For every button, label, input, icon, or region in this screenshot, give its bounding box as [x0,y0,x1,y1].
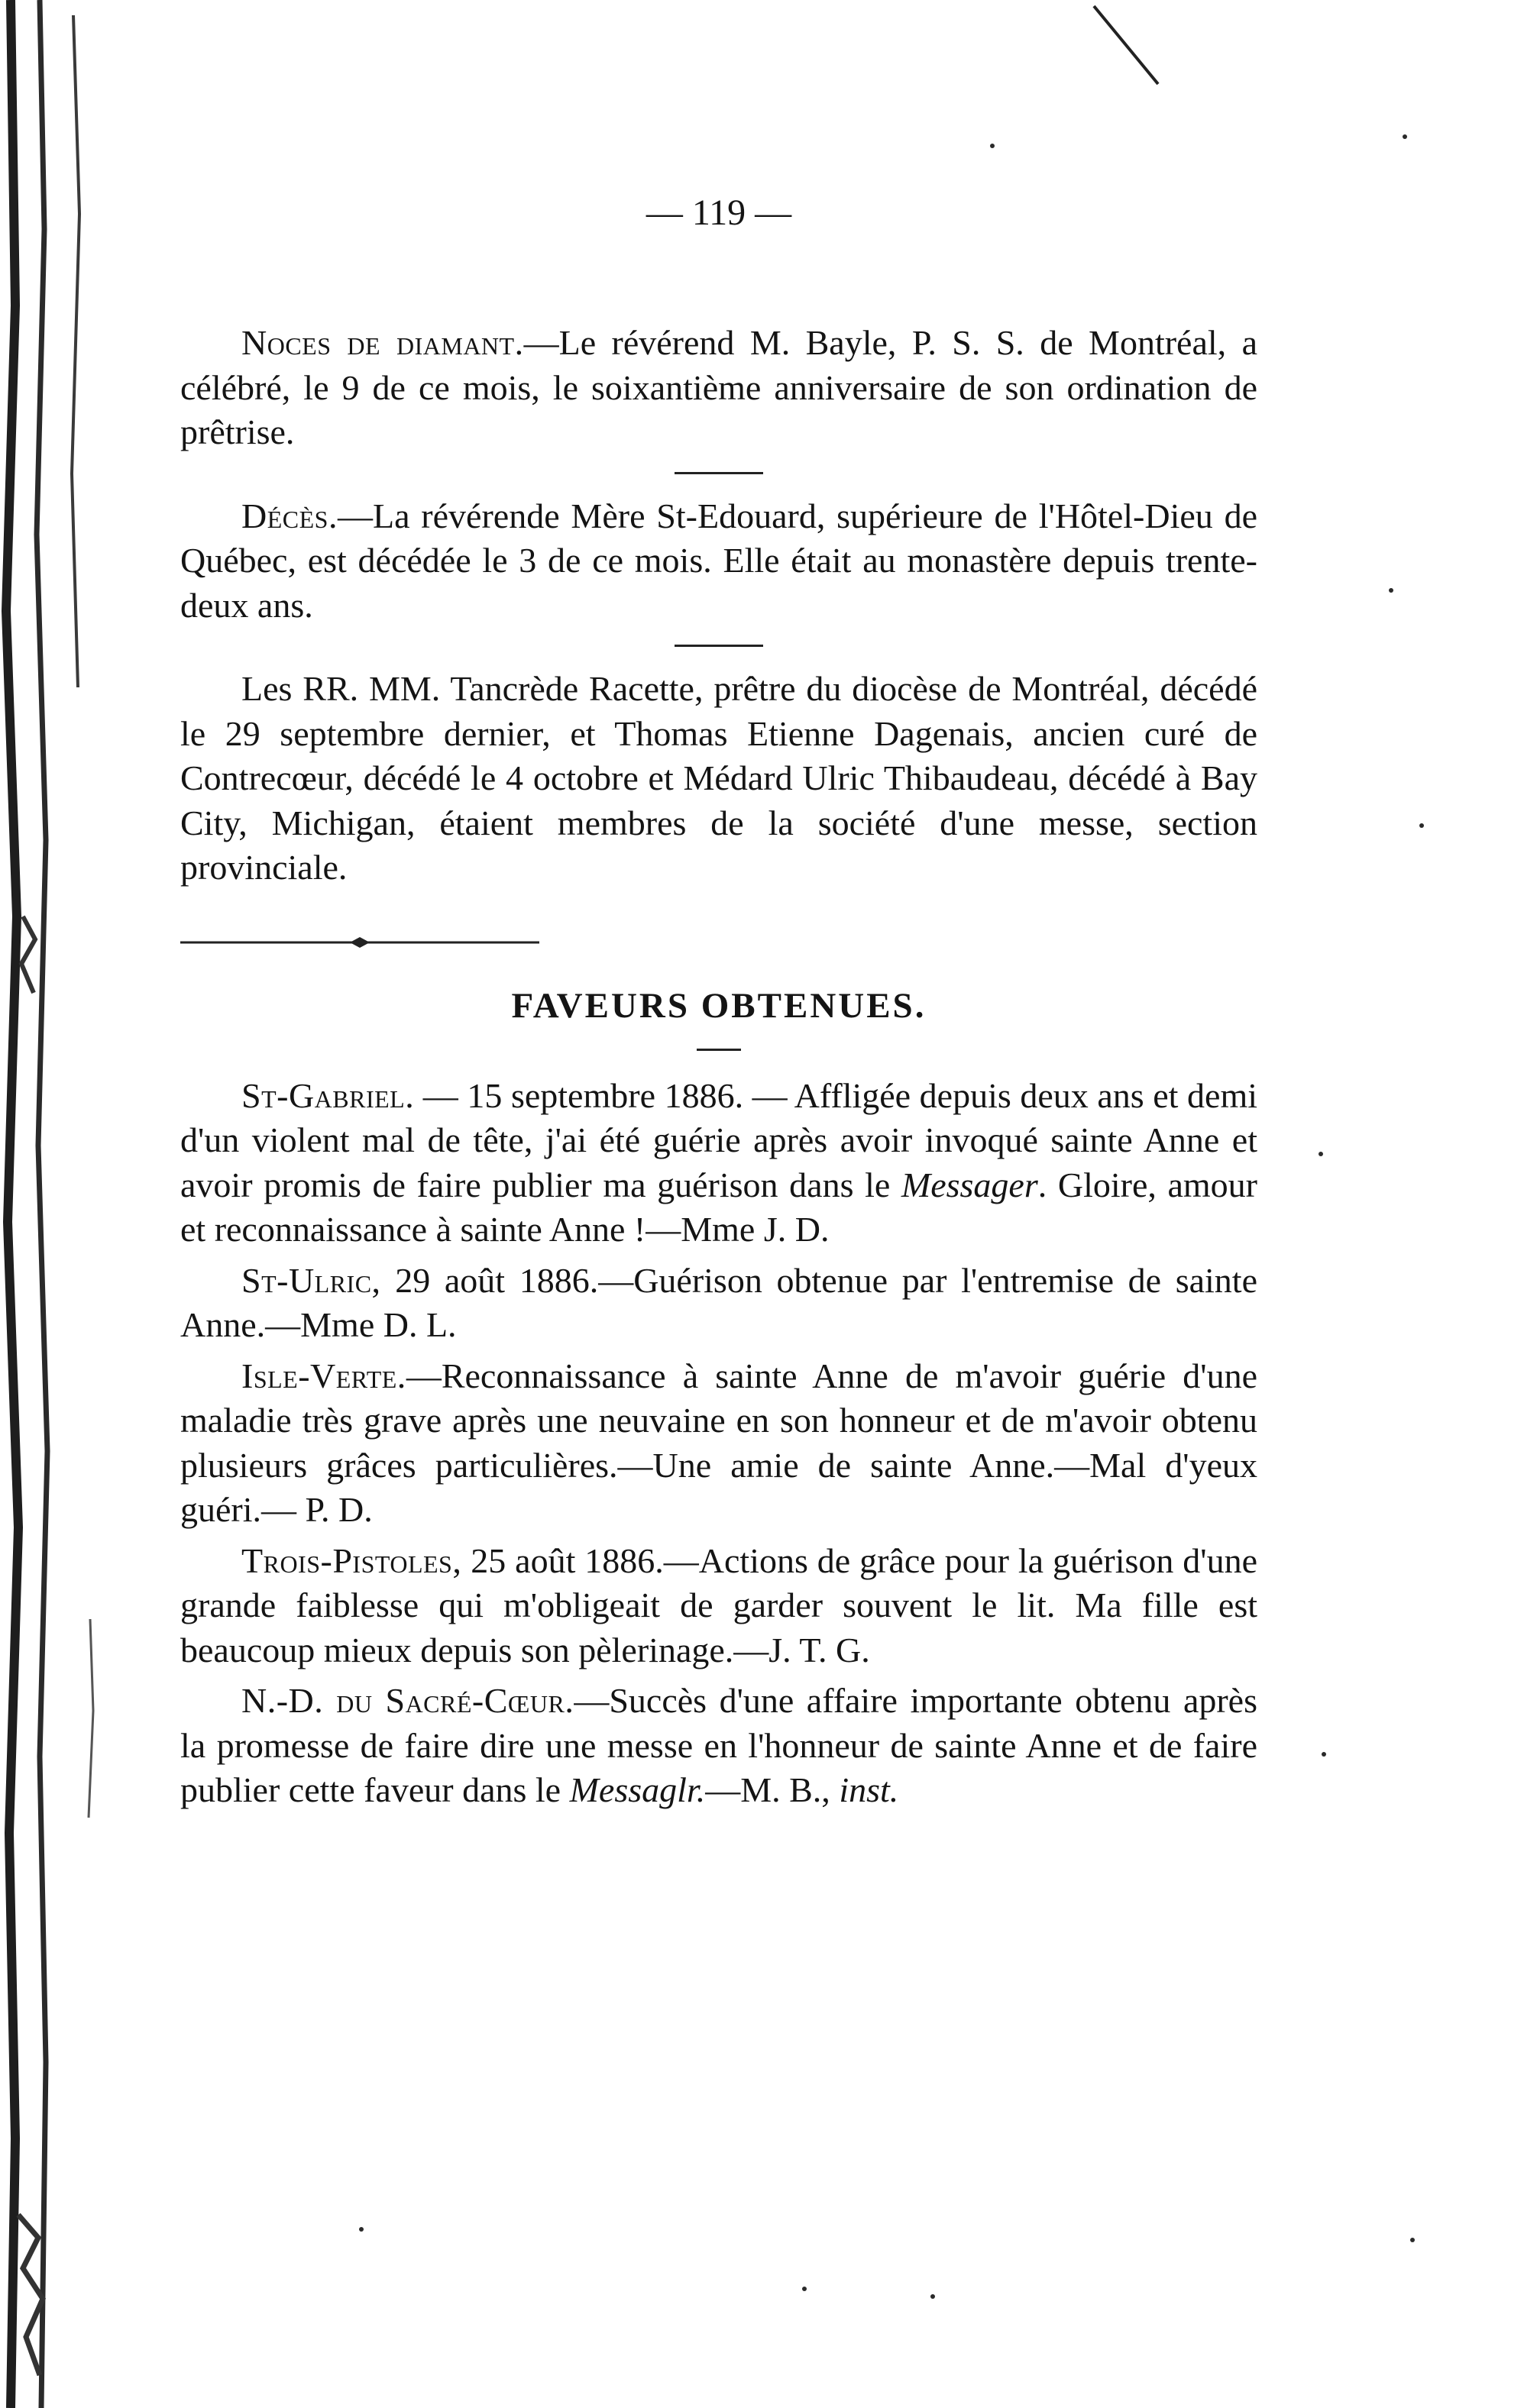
notice-text: —La révérende Mère St-Edouard, supérieure de l'Hôtel-Dieu de Québec, est décédée le 3 de ce mois. Elle était au monastère depuis trente-deux ans. [180,496,1257,625]
binding-edge [0,0,107,2408]
faveur-text: —Succès d'une affaire importante obtenu après la promesse de faire dire une messe en l'honneur de sainte Anne et de faire publier cette faveur dans le [180,1681,1257,1809]
faveur-text-after: . Gloire, amour et reconnaissance à sainte Anne !—Mme J. D. [180,1165,1258,1249]
scan-speck [802,2287,807,2291]
scan-speck [930,2294,935,2299]
notice-deces [180,494,1257,629]
faveur-text: — 15 septembre 1886. — Affligée depuis deux ans et demi d'un violent mal de tête, j'ai été guérie après avoir invoqué sainte Anne et avoir promis de faire publier ma guérison dans le [180,1075,1257,1204]
faveur-text-after: —M. B., [705,1770,840,1809]
scan-speck [1319,1152,1323,1156]
faveur-text: 29 août 1886.—Guérison obtenue par l'entremise de sainte Anne.—Mme D. L. [180,1260,1257,1344]
separator-rule [675,645,763,647]
notice-text: —Le révérend M. Bayle, P. S. S. de Montréal, a célébré, le 9 de ce mois, le soixantième anniversaire de son ordination de prêtrise. [180,323,1257,451]
text-column [180,191,1257,1813]
faveur-place: N.-D. du Sacré-Cœur. [241,1681,574,1720]
faveur-place: St-Ulric, [241,1260,381,1300]
notice-lead: Noces de diamant. [241,323,524,362]
faveur-place: Trois-Pistoles, [241,1540,462,1580]
faveur-text: —Reconnaissance à sainte Anne de m'avoir guérie d'une maladie très grave après une neuvaine en son honneur et de m'avoir obtenu plusieurs grâces particulières.—Une amie de sainte Anne.—Mal d'yeux guéri.— P. D. [180,1356,1257,1529]
heading-rule [697,1049,741,1051]
section-heading: FAVEURS OBTENUES. [511,986,927,1026]
page-number: — 119 — [646,192,792,233]
faveur-entry [180,1259,1257,1348]
scan-speck [1419,823,1424,828]
faveur-entry [180,1074,1257,1252]
faveur-entry [180,1354,1257,1533]
faveur-italic: Messager [901,1165,1038,1204]
faveur-place: Isle-Verte. [241,1356,406,1395]
faveur-entry [180,1539,1257,1673]
faveur-entry [180,1679,1257,1813]
scan-speck [359,2227,364,2232]
ornamental-divider [180,935,539,950]
notice-noces-de-diamant [180,321,1257,455]
faveur-italic: Messaglr. [569,1770,706,1809]
scan-speck [1389,588,1393,593]
faveur-text: 25 août 1886.—Actions de grâce pour la guérison d'une grande faiblesse qui m'obligeait de garder souvent le lit. Ma fille est beaucoup mieux depuis son pèlerinage.—J. T. G. [180,1540,1257,1669]
notice-societe-messe [180,667,1257,890]
scan-speck [990,144,995,148]
scan-speck [1410,2238,1415,2242]
notice-text: Les RR. MM. Tancrède Racette, prêtre du diocèse de Montréal, décédé le 29 septembre dernier, et Thomas Etienne Dagenais, ancien curé de Contrecœur, décédé le 4 octobre et Médard Ulric Thibaudeau, décédé à Bay City, Michigan, étaient membres de la société d'une messe, section provinciale. [180,669,1257,887]
scan-speck [1322,1752,1326,1757]
scan-speck [1403,134,1407,139]
scan-stroke-mark [1085,0,1169,92]
faveur-italic: inst. [839,1770,899,1809]
notice-lead: Décès. [241,496,338,535]
faveur-place: St-Gabriel. [241,1075,415,1115]
separator-rule [675,472,763,474]
